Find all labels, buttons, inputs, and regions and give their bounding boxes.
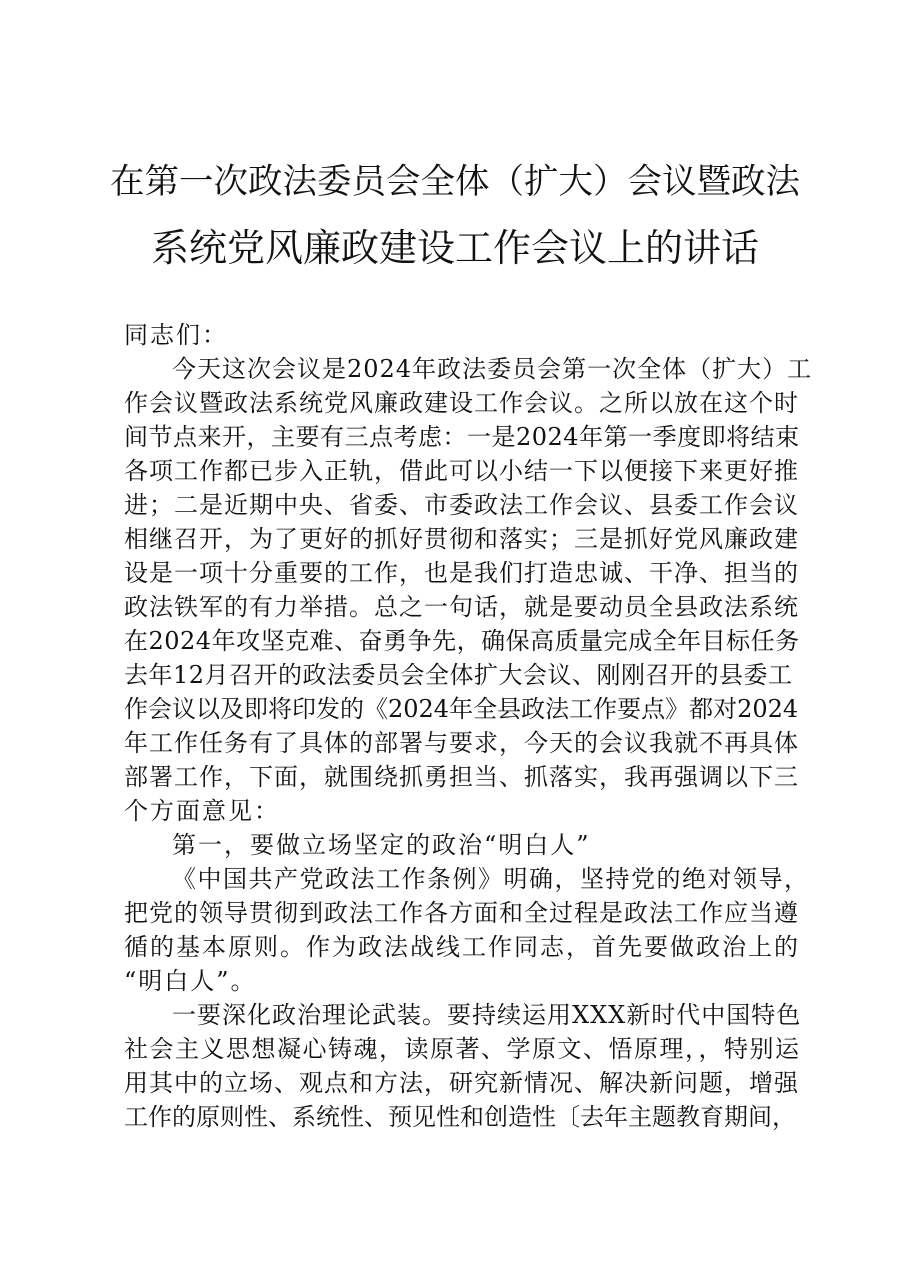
document-title-line-1: 在第一次政法委员会全体（扩大）会议暨政法 [110,162,800,202]
body-line: 间节点来开，主要有三点考虑：一是2024年第一季度即将结束 [124,423,800,451]
body-line: 循的基本原则。作为政法战线工作同志，首先要做政治上的 [124,933,800,961]
body-line: 设是一项十分重要的工作，也是我们打造忠诚、干净、担当的 [124,559,799,587]
body-line: 作会议以及即将印发的《2024年全县政法工作要点》都对2024 [124,695,799,723]
body-line: 进；二是近期中央、省委、市委政法工作会议、县委工作会议 [124,491,799,519]
body-line: 各项工作都已步入正轨，借此可以小结一下以便接下来更好推 [124,457,799,485]
body-line: 部署工作，下面，就围绕抓勇担当、抓落实，我再强调以下三 [124,763,799,791]
body-line: 今天这次会议是2024年政法委员会第一次全体（扩大）工 [172,355,813,383]
body-line: 政法铁军的有力举措。总之一句话，就是要动员全县政法系统 [124,593,799,621]
body-line: 去年12月召开的政法委员会全体扩大会议、刚刚召开的县委工 [124,661,793,689]
body-line: “明白人”。 [124,967,257,995]
salutation: 同志们： [124,321,228,349]
body-line: 年工作任务有了具体的部署与要求，今天的会议我就不再具体 [124,729,799,757]
section-heading: 第一，要做立场坚定的政治“明白人” [172,831,591,859]
body-line: 社会主义思想凝心铸魂，读原著、学原文、悟原理，，特别运 [124,1035,801,1063]
body-line: 相继召开，为了更好的抓好贯彻和落实；三是抓好党风廉政建 [124,525,799,553]
body-line: 一要深化政治理论武装。要持续运用XXX新时代中国特色 [172,1001,802,1029]
body-line: 工作的原则性、系统性、预见性和创造性〔去年主题教育期间， [124,1103,796,1131]
body-line: 在2024年攻坚克难、奋勇争先，确保高质量完成全年目标任务 [124,627,800,655]
body-line: 把党的领导贯彻到政法工作各方面和全过程是政法工作应当遵 [124,899,799,927]
body-line: 《中国共产党政法工作条例》明确，坚持党的绝对领导， [172,865,810,893]
body-line: 个方面意见： [124,797,280,825]
body-line: 用其中的立场、观点和方法，研究新情况、解决新问题，增强 [124,1069,799,1097]
document-title-line-2: 系统党风廉政建设工作会议上的讲话 [150,226,759,270]
body-line: 作会议暨政法系统党风廉政建设工作会议。之所以放在这个时 [124,389,799,417]
